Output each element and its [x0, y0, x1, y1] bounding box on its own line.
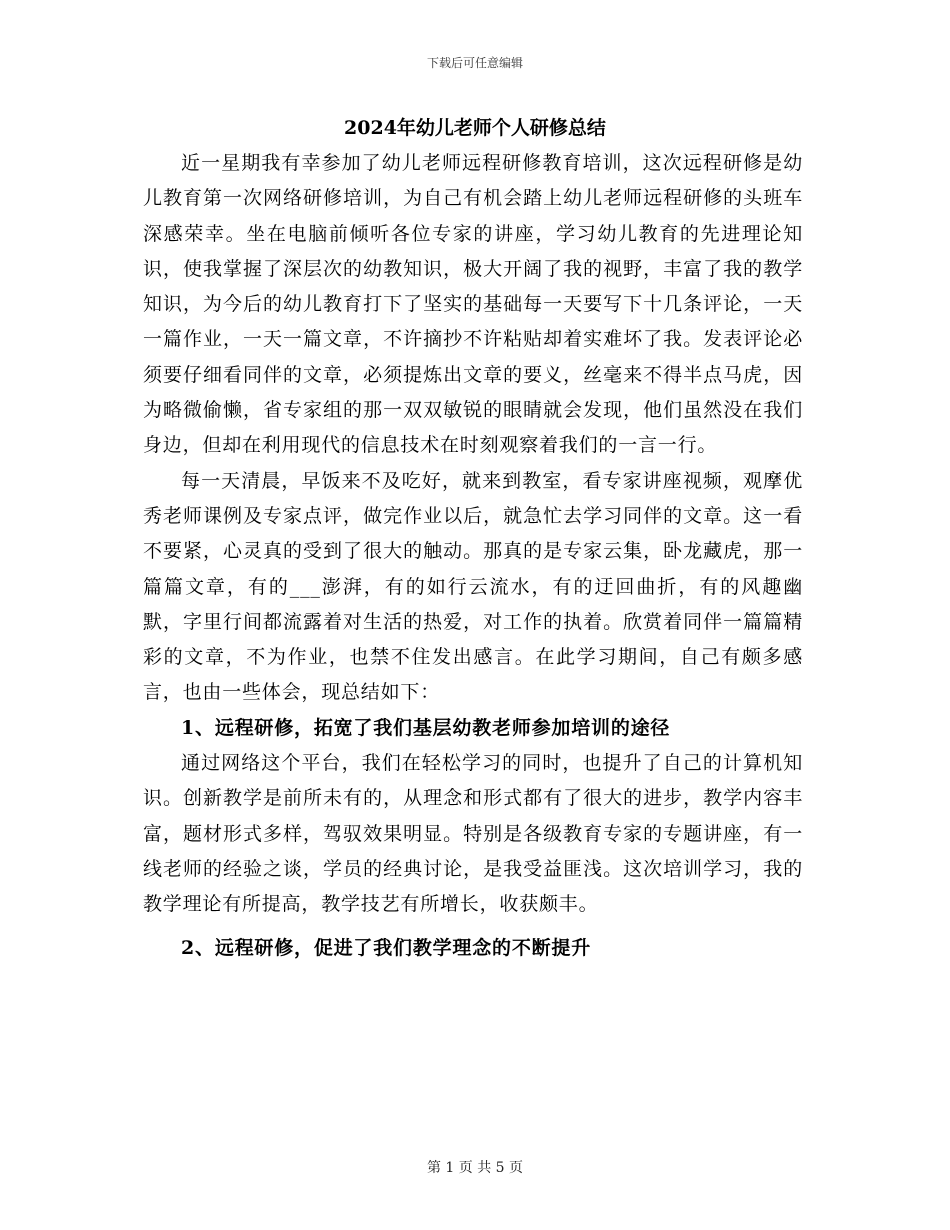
- paragraph-section-1: 通过网络这个平台，我们在轻松学习的同时，也提升了自己的计算机知识。创新教学是前所未有的，从理念和形式都有了很大的进步，教学内容丰富，题材形式多样，驾驭效果明显。特别是各级教育专家的专题讲座，有一线老师的经验之谈，学员的经典讨论，是我受益匪浅。这次培训学习，我的教学理论有所提高，教学技艺有所增长，收获颇丰。: [143, 752, 803, 916]
- section-heading-1: 1、远程研修，拓宽了我们基层幼教老师参加培训的途径: [181, 716, 671, 739]
- paragraph-daily-study: 每一天清晨，早饭来不及吃好，就来到教室，看专家讲座视频，观摩优秀老师课例及专家点评，做完作业以后，就急忙去学习同伴的文章。这一看不要紧，心灵真的受到了很大的触动。那真的是专家云集，卧龙藏虎，那一篇篇文章，有的___澎湃，有的如行云流水，有的迂回曲折，有的风趣幽默，字里行间都流露着对生活的热爱，对工作的执着。欣赏着同伴一篇篇精彩的文章，不为作业，也禁不住发出感言。在此学习期间，自己有颇多感言，也由一些体会，现总结如下：: [143, 469, 803, 704]
- document-body: [143, 146, 803, 966]
- page-header-note: 下载后可任意编辑: [426, 56, 523, 70]
- paragraph-intro: 近一星期我有幸参加了幼儿老师远程研修教育培训，这次远程研修是幼儿教育第一次网络研修培训，为自己有机会踏上幼儿老师远程研修的头班车深感荣幸。坐在电脑前倾听各位专家的讲座，学习幼儿教育的先进理论知识，使我掌握了深层次的幼教知识，极大开阔了我的视野，丰富了我的教学知识，为今后的幼儿教育打下了坚实的基础每一天要写下十几条评论，一天一篇作业，一天一篇文章，不许摘抄不许粘贴却着实难坏了我。发表评论必须要仔细看同伴的文章，必须提炼出文章的要义，丝毫来不得半点马虎，因为略微偷懒，省专家组的那一双双敏锐的眼睛就会发现，他们虽然没在我们身边，但却在利用现代的信息技术在时刻观察着我们的一言一行。: [143, 152, 803, 457]
- section-heading-2: 2、远程研修，促进了我们教学理念的不断提升: [181, 936, 592, 959]
- document-title: 2024年幼儿老师个人研修总结: [344, 117, 606, 139]
- page-footer-number: 第 1 页 共 5 页: [426, 1160, 524, 1176]
